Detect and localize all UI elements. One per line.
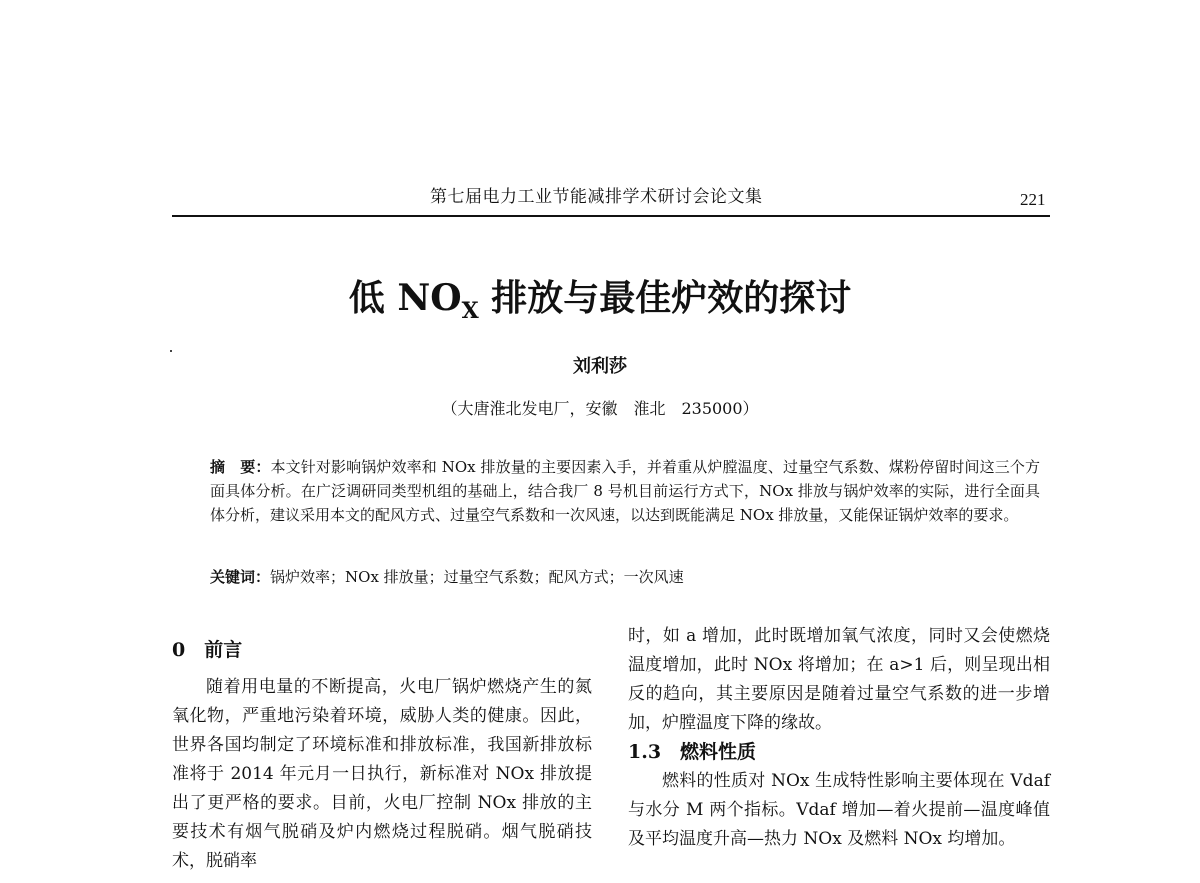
introduction-paragraph: 随着用电量的不断提高，火电厂锅炉燃烧产生的氮氧化物，严重地污染着环境，威胁人类的健康。因此，世界各国均制定了环境标准和排放标准，我国新排放标准将于 2014 年元月一日执行，新标准对 NOx 排放提出了更严格的要求。目前，火电厂控制 NOx 排放的主要技术有烟气脱硝及炉内燃烧过程脱硝。烟气脱硝技术，脱硝率 bbox=[172, 677, 592, 871]
keywords bbox=[210, 565, 1040, 589]
section-heading-fuel-properties: 1.3 燃料性质 bbox=[628, 741, 757, 763]
author-affiliation: （大唐淮北发电厂，安徽 淮北 235000） bbox=[441, 399, 759, 418]
paper-title-prefix: 低 NO bbox=[348, 277, 462, 319]
left-column bbox=[172, 632, 592, 876]
author-name: 刘利莎 bbox=[573, 356, 627, 377]
paper-title-suffix: 排放与最佳炉效的探讨 bbox=[478, 277, 852, 319]
paper-title bbox=[0, 270, 1200, 324]
keywords-text: 锅炉效率；NOx 排放量；过量空气系数；配风方式；一次风速 bbox=[270, 568, 684, 586]
fuel-properties-paragraph: 燃料的性质对 NOx 生成特性影响主要体现在 Vdaf 与水分 M 两个指标。Vdaf 增加—着火提前—温度峰值及平均温度升高—热力 NOx 及燃料 NOx 均增加。 bbox=[628, 771, 1050, 849]
header-rule bbox=[172, 215, 1050, 217]
excess-air-paragraph: 时，如 a 增加，此时既增加氧气浓度，同时又会使燃烧温度增加，此时 NOx 将增加；在 a>1 后，则呈现出相反的趋向，其主要原因是随着过量空气系数的进一步增加，炉膛温度下降的缘故。 bbox=[628, 626, 1050, 733]
paper-title-subscript: X bbox=[461, 298, 479, 325]
section-heading-introduction: 0 前言 bbox=[172, 639, 243, 661]
abstract bbox=[210, 455, 1040, 527]
abstract-label: 摘 要： bbox=[210, 458, 271, 476]
right-column bbox=[628, 622, 1050, 854]
page-number: 221 bbox=[1020, 190, 1046, 209]
abstract-text: 本文针对影响锅炉效率和 NOx 排放量的主要因素入手，并着重从炉膛温度、过量空气系数、煤粉停留时间这三个方面具体分析。在广泛调研同类型机组的基础上，结合我厂 8 号机目前运行方式下，NOx 排放与锅炉效率的实际，进行全面具体分析，建议采用本文的配风方式、过量空气系数和一次风速，以达到既能满足 NOx 排放量，又能保证锅炉效率的要求。 bbox=[210, 458, 1040, 524]
running-header-title: 第七届电力工业节能减排学术研讨会论文集 bbox=[430, 187, 763, 207]
keywords-label: 关键词： bbox=[210, 568, 271, 586]
